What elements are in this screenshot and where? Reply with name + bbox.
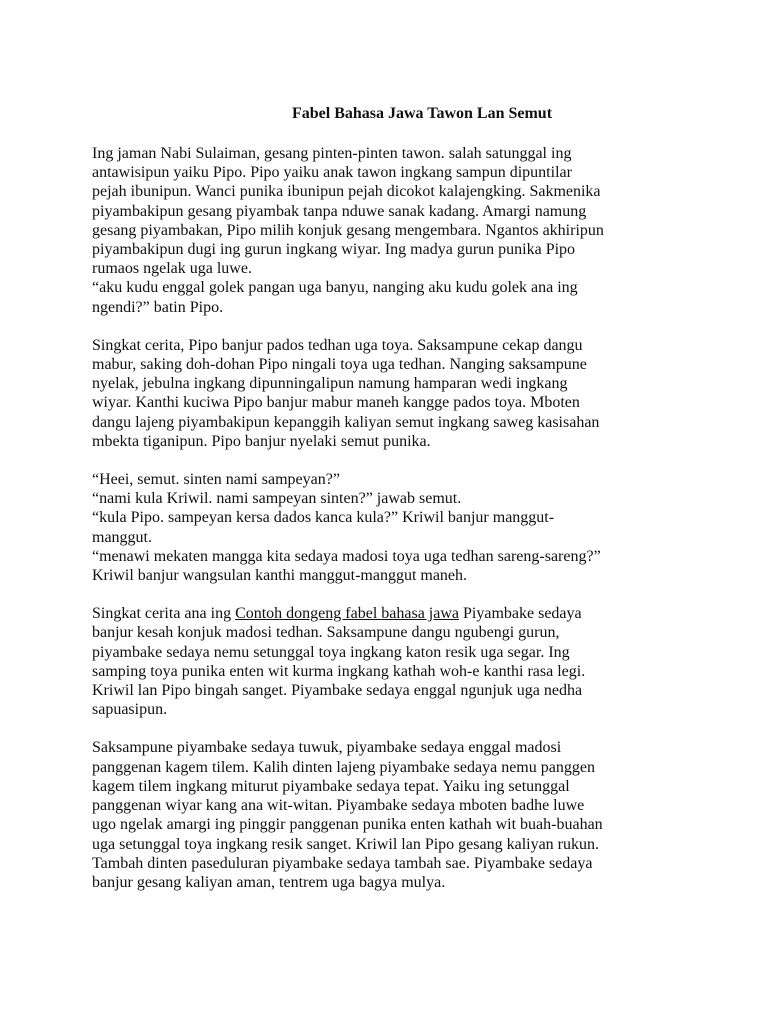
- text-line: ngendi?” batin Pipo.: [92, 298, 224, 316]
- text-line: pejah ibunipun. Wanci punika ibunipun pejah dicokot kalajengking. Sakmenika: [92, 183, 601, 201]
- paragraph-1: [92, 144, 702, 317]
- text-line: banjur gesang kaliyan aman, tentrem uga bagya mulya.: [92, 873, 446, 891]
- text-line: panggenan kagem tilem. Kalih dinten lajeng piyambake sedaya nemu panggen: [92, 758, 595, 776]
- text-line: “Heei, semut. sinten nami sampeyan?”: [92, 471, 340, 489]
- text-line: “aku kudu enggal golek pangan uga banyu, nanging aku kudu golek ana ing: [92, 279, 578, 297]
- text-line: piyambake sedaya nemu setunggal toya ingkang katon resik uga segar. Ing: [92, 643, 570, 661]
- paragraph-4: [92, 604, 702, 719]
- text-line: samping toya punika enten wit kurma ingkang kathah woh-e kanthi rasa legi.: [92, 662, 586, 680]
- text-line: Kriwil banjur wangsulan kanthi manggut-manggut maneh.: [92, 567, 468, 585]
- text-line: panggenan wiyar kang ana wit-witan. Piyambake sedaya mboten badhe luwe: [92, 797, 585, 815]
- text-line: Saksampune piyambake sedaya tuwuk, piyambake sedaya enggal madosi: [92, 739, 562, 757]
- text-line: gesang piyambakan, Pipo milih konjuk gesang mengembara. Ngantos akhiripun: [92, 221, 604, 239]
- text-line: “kula Pipo. sampeyan kersa dados kanca kula?” Kriwil banjur manggut-: [92, 509, 555, 527]
- text-line: sapuasipun.: [92, 701, 168, 719]
- text-line: Singkat cerita, Pipo banjur pados tedhan uga toya. Saksampune cekap dangu: [92, 336, 583, 354]
- document-title: Fabel Bahasa Jawa Tawon Lan Semut: [291, 105, 553, 122]
- text-line: mbekta tiganipun. Pipo banjur nyelaki semut punika.: [92, 432, 431, 450]
- text-line: nyelak, jebulna ingkang dipunningalipun namung hamparan wedi ingkang: [92, 375, 568, 393]
- text-line: piyambakipun gesang piyambak tanpa nduwe sanak kadang. Amargi namung: [92, 202, 587, 220]
- text-line: Kriwil lan Pipo bingah sanget. Piyambake sedaya enggal ngunjuk uga nedha: [92, 682, 583, 700]
- paragraph-5: [92, 738, 702, 892]
- text-line: piyambakipun dugi ing gurun ingkang wiyar. Ing madya gurun punika Pipo: [92, 241, 576, 259]
- text-line: uga setunggal toya ingkang resik sanget. Kriwil lan Pipo gesang kaliyan rukun.: [92, 835, 600, 853]
- text-line: Ing jaman Nabi Sulaiman, gesang pinten-pinten tawon. salah satunggal ing: [92, 145, 572, 162]
- text-line-with-link: [92, 604, 702, 623]
- paragraph-2: [92, 336, 702, 451]
- text-line: antawisipun yaiku Pipo. Pipo yaiku anak tawon ingkang sampun dipuntilar: [92, 164, 572, 182]
- text-line: Tambah dinten paseduluran piyambake sedaya tambah sae. Piyambake sedaya: [92, 854, 593, 872]
- text-line: mabur, saking doh-dohan Pipo ningali toya uga tedhan. Nanging saksampune: [92, 356, 587, 374]
- text-line: rumaos ngelak uga luwe.: [92, 260, 252, 278]
- text-line: manggut.: [92, 528, 152, 546]
- text-line: wiyar. Kanthi kuciwa Pipo banjur mabur maneh kangge pados toya. Mboten: [92, 394, 580, 412]
- text-segment: Singkat cerita ana ing: [92, 605, 236, 623]
- text-segment: Piyambake sedaya: [459, 605, 582, 623]
- text-line: banjur kesah konjuk madosi tedhan. Saksampune dangu ngubengi gurun,: [92, 624, 560, 642]
- text-line: dangu lajeng piyambakipun kepanggih kaliyan semut ingkang saweg kasisahan: [92, 413, 600, 431]
- text-line: kagem tilem ingkang miturut piyambake sedaya tepat. Yaiku ing setunggal: [92, 777, 570, 795]
- fabel-link[interactable]: Contoh dongeng fabel bahasa jawa: [235, 605, 459, 623]
- text-line: “menawi mekaten mangga kita sedaya madosi toya uga tedhan sareng-sareng?”: [92, 547, 601, 565]
- text-line: ugo ngelak amargi ing pinggir panggenan punika enten kathah wit buah-buahan: [92, 816, 603, 834]
- text-line: “nami kula Kriwil. nami sampeyan sinten?” jawab semut.: [92, 490, 462, 508]
- paragraph-3: [92, 470, 702, 585]
